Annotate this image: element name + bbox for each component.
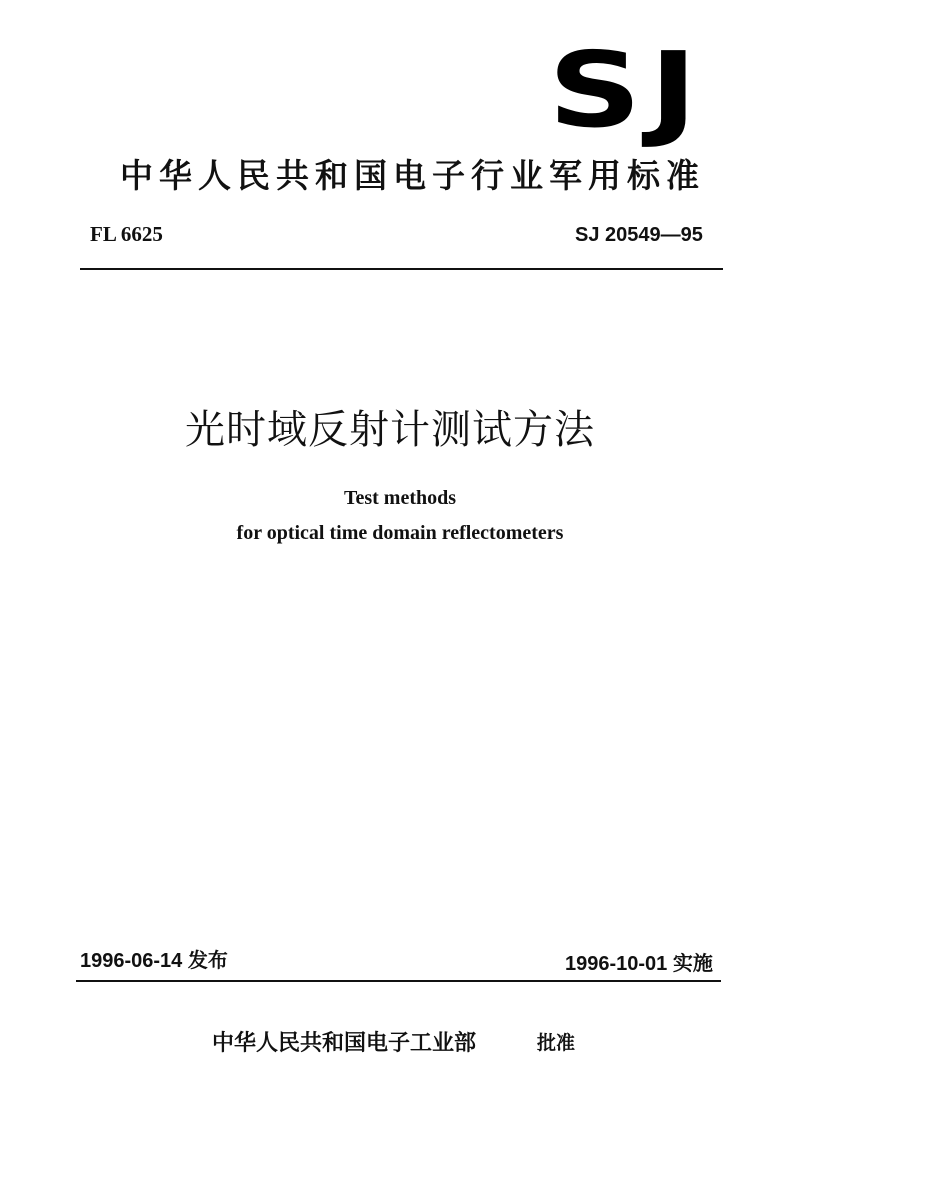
standard-category-title: 中华人民共和国电子行业军用标准 xyxy=(120,156,705,195)
sj-logo: SJ xyxy=(548,29,706,151)
effective-date: 1996-10-01 实施 xyxy=(565,953,713,975)
approved-label: 批准 xyxy=(537,1032,576,1054)
standard-number: SJ 20549—95 xyxy=(575,224,703,246)
document-title-english-line1: Test methods xyxy=(343,487,457,509)
document-title-english-line2: for optical time domain reflectometers xyxy=(236,522,564,544)
fl-code: FL 6625 xyxy=(90,222,163,246)
top-divider xyxy=(80,268,723,270)
bottom-divider xyxy=(76,980,721,982)
approving-authority: 中华人民共和国电子工业部 xyxy=(212,1031,477,1056)
document-title-chinese: 光时域反射计测试方法 xyxy=(185,407,595,453)
issue-date: 1996-06-14 发布 xyxy=(80,950,228,972)
